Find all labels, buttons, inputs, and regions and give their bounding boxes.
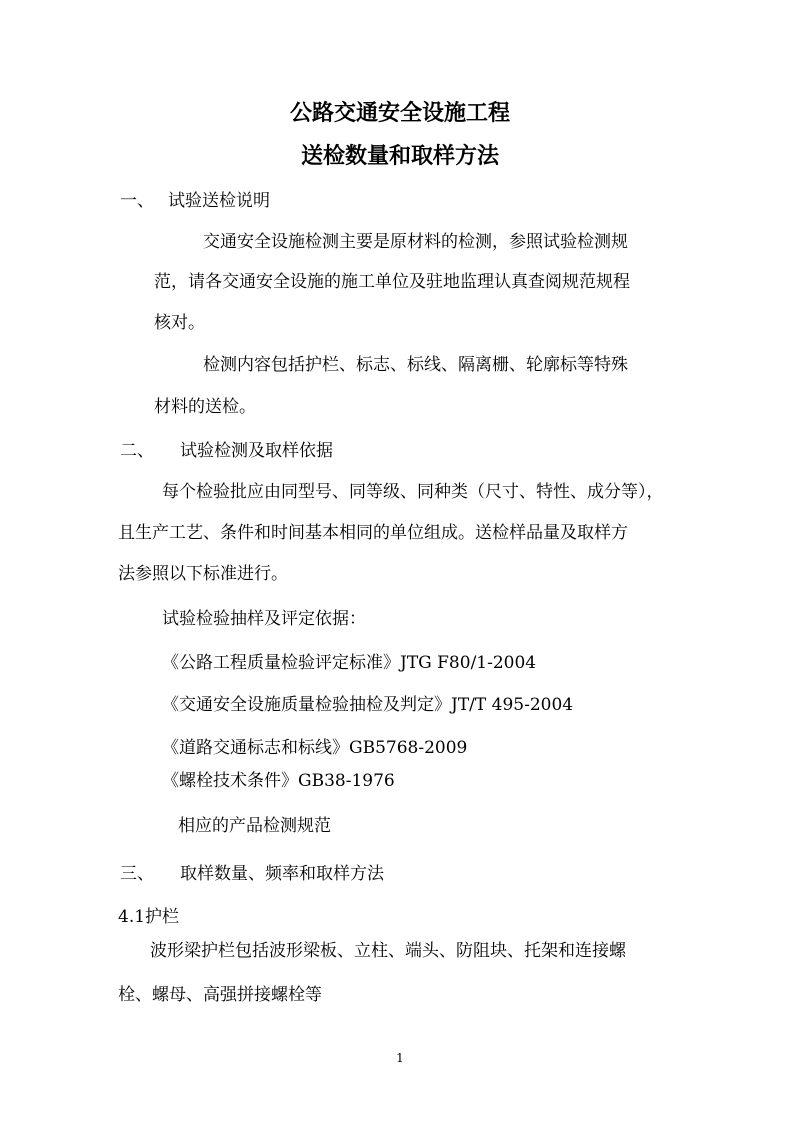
standard-item: 《道路交通标志和标线》GB5768-2009: [162, 738, 468, 758]
section-2-paragraph-line-3: 法参照以下标准进行。: [118, 564, 288, 584]
basis-label: 试验检验抽样及评定依据：: [162, 609, 366, 629]
page-number: 1: [396, 1051, 404, 1065]
section-1-paragraph-2-line-2: 材料的送检。: [154, 397, 256, 417]
document-title-line1: 公路交通安全设施工程: [289, 101, 510, 126]
section-3-paragraph-line-2: 栓、螺母、高强拼接螺栓等: [118, 985, 322, 1005]
section-1-heading: 试验送检说明: [168, 191, 270, 211]
section-2-heading: 试验检测及取样依据: [180, 441, 333, 461]
standard-item: 《交通安全设施质量检验抽检及判定》JT/T 495-2004: [162, 695, 574, 715]
document-title-line2: 送检数量和取样方法: [300, 144, 499, 169]
standard-item: 《公路工程质量检验评定标准》JTG F80/1-2004: [162, 653, 537, 673]
section-1-paragraph-1-line-1: 交通安全设施检测主要是原材料的检测，参照试验检测规: [203, 232, 628, 252]
section-3-number: 三、: [120, 864, 154, 884]
section-2-paragraph-line-1: 每个检验批应由同型号、同等级、同种类（尺寸、特性、成分等），: [162, 482, 664, 502]
section-3-heading: 取样数量、频率和取样方法: [180, 864, 384, 884]
section-3-paragraph-line-1: 波形梁护栏包括波形梁板、立柱、端头、防阻块、托架和连接螺: [150, 941, 626, 961]
product-spec-text: 相应的产品检测规范: [178, 816, 331, 836]
section-2-paragraph-line-2: 且生产工艺、条件和时间基本相同的单位组成。送检样品量及取样方: [118, 523, 628, 543]
section-1-paragraph-1-line-2: 范，请各交通安全设施的施工单位及驻地监理认真查阅规范规程: [154, 272, 630, 292]
section-2-number: 二、: [120, 441, 154, 461]
section-1-paragraph-2-line-1: 检测内容包括护栏、标志、标线、隔离栅、轮廓标等特殊: [203, 355, 628, 375]
section-1-number: 一、: [120, 191, 154, 211]
subsection-heading: 4.1护栏: [118, 907, 180, 927]
section-1-paragraph-1-line-3: 核对。: [154, 313, 205, 333]
standard-item: 《螺栓技术条件》GB38-1976: [162, 771, 395, 791]
